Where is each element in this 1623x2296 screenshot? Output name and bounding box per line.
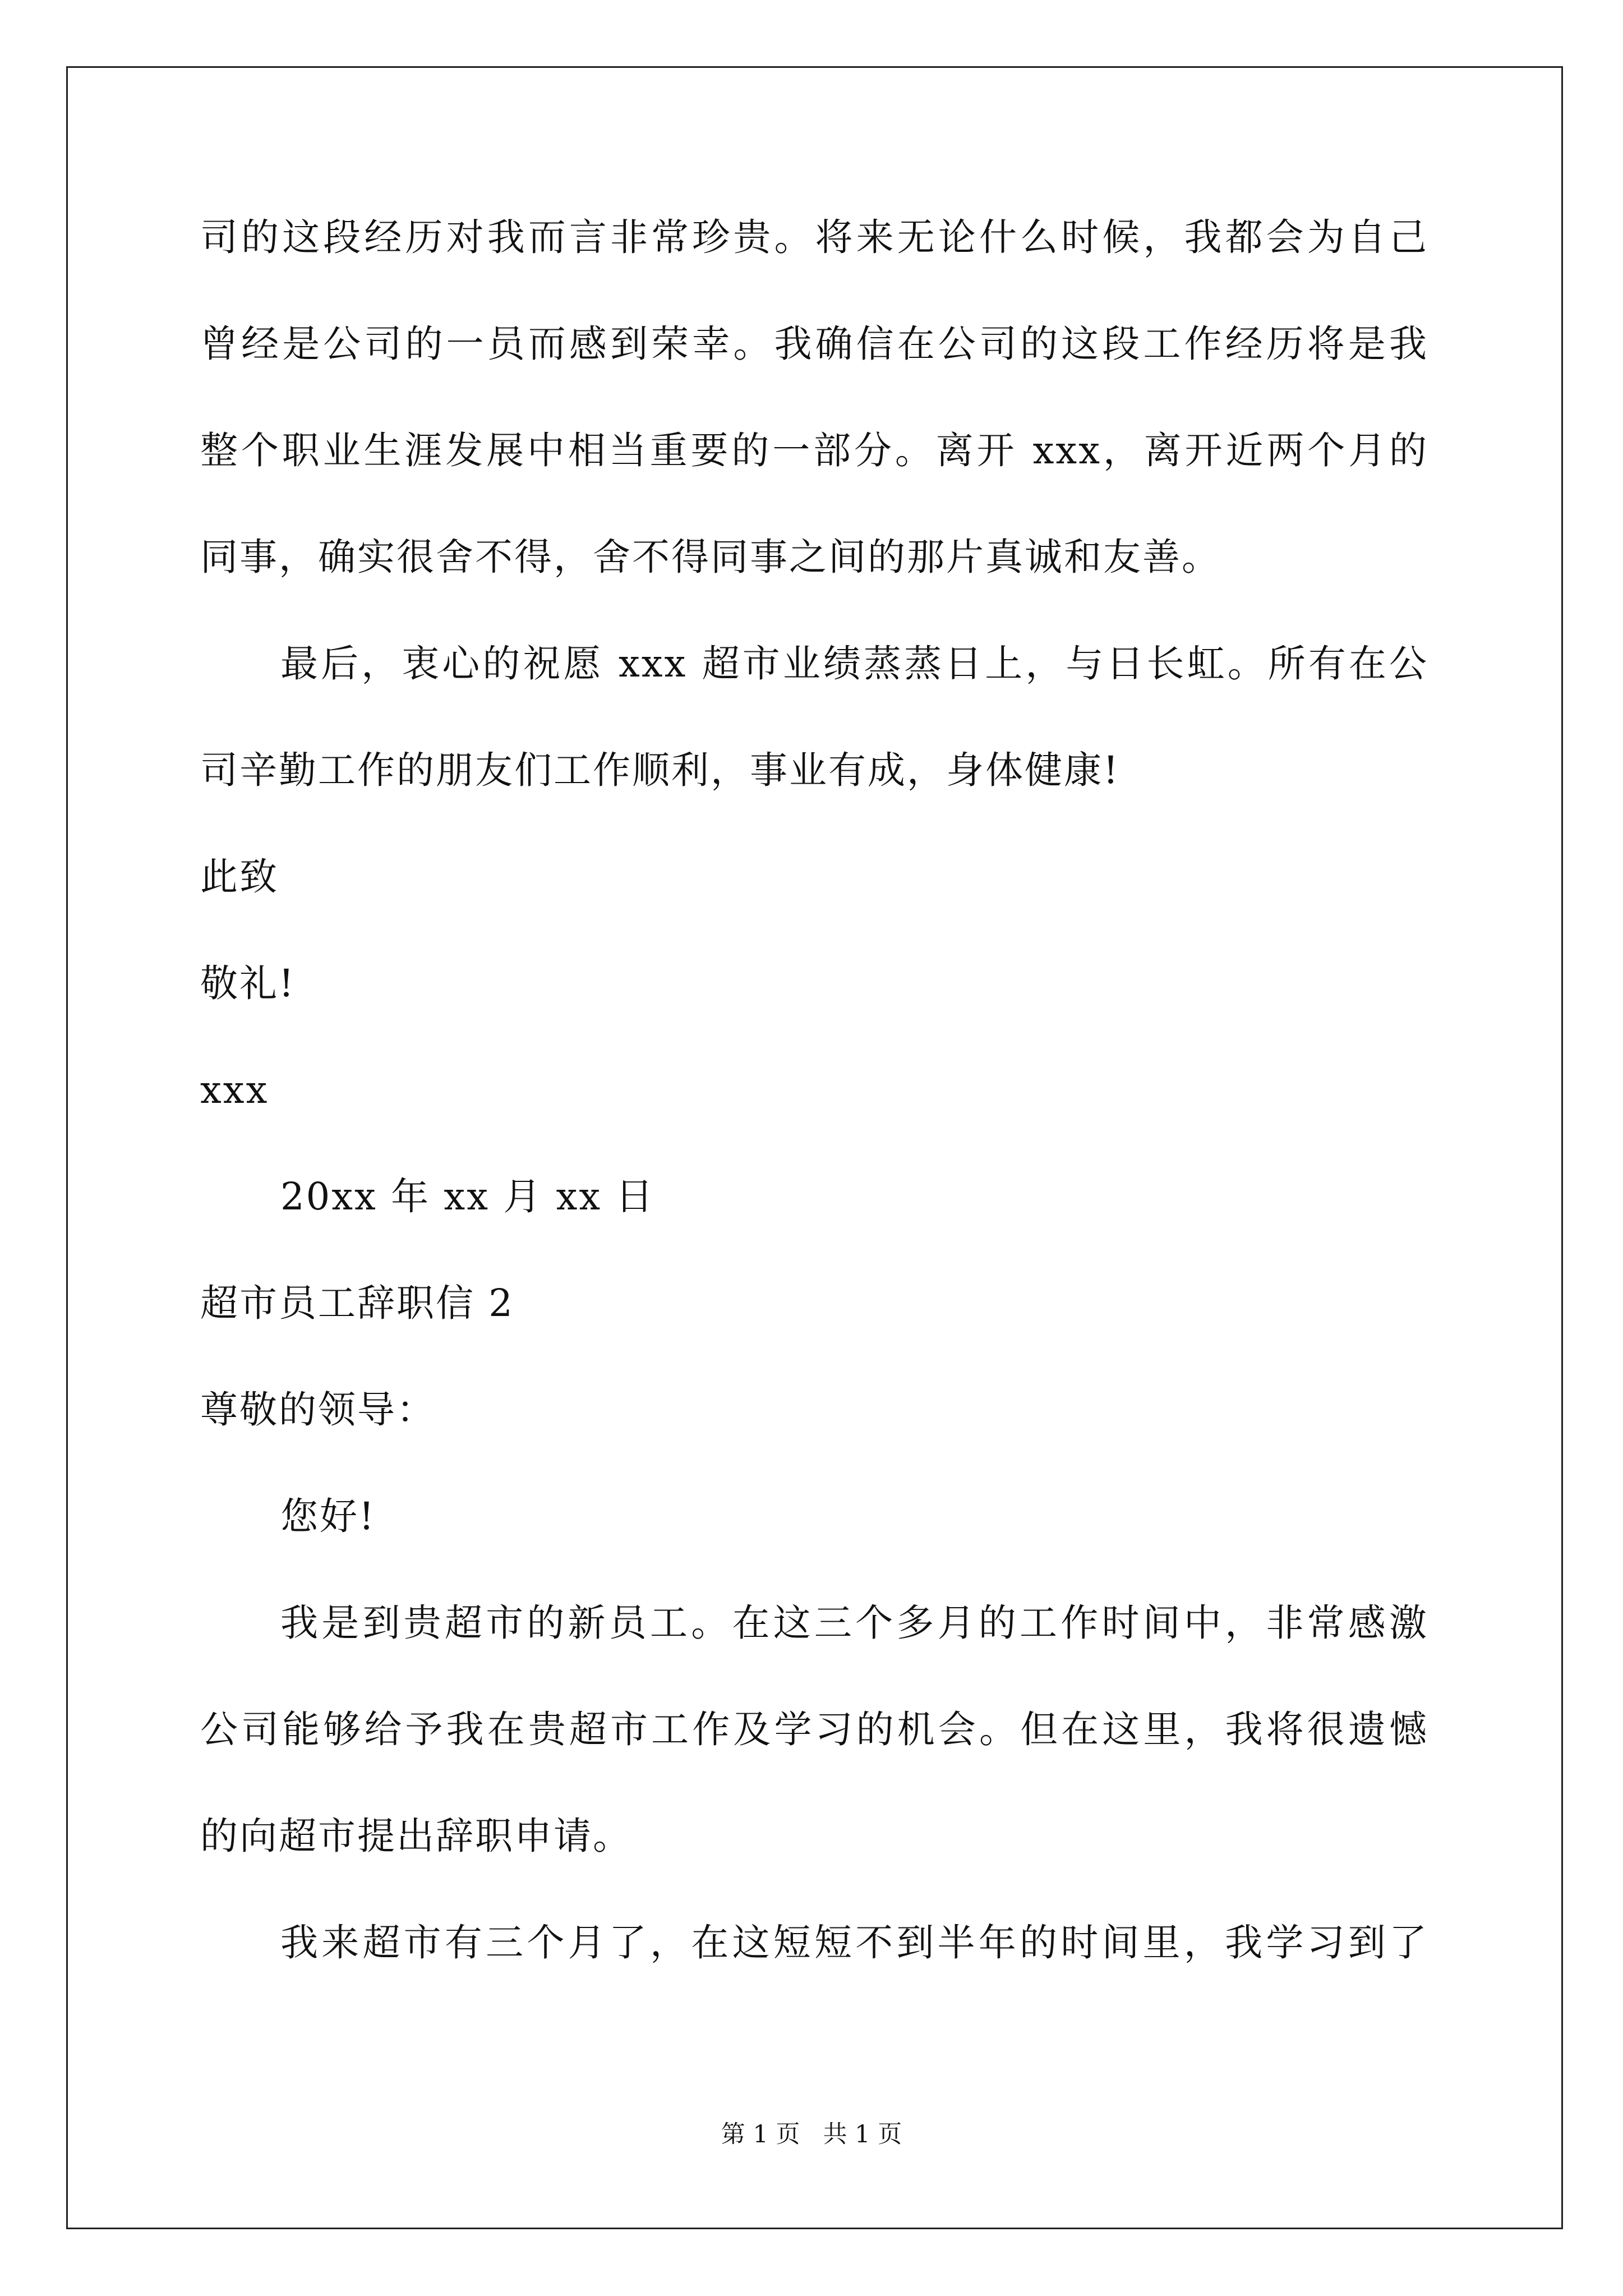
body-line-4: 同事，确实很舍不得，舍不得同事之间的那片真诚和友善。 bbox=[200, 535, 1221, 579]
greeting: 您好! bbox=[280, 1494, 376, 1538]
body-line-6: 司辛勤工作的朋友们工作顺利，事业有成，身体健康! bbox=[200, 748, 1120, 792]
body-line-8: 公司能够给予我在贵超市工作及学习的机会。但在这里，我将很遗憾 bbox=[200, 1708, 1428, 1751]
body-line-2: 曾经是公司的一员而感到荣幸。我确信在公司的这段工作经历将是我 bbox=[200, 322, 1428, 366]
body-line-3: 整个职业生涯发展中相当重要的一部分。离开 xxx，离开近两个月的 bbox=[200, 429, 1428, 472]
page-footer: 第 1 页 共 1 页 bbox=[721, 2120, 902, 2148]
closing-salutation: 此致 bbox=[200, 855, 279, 899]
signature-name: xxx bbox=[200, 1068, 269, 1112]
body-line-7: 我是到贵超市的新员工。在这三个多月的工作时间中，非常感激 bbox=[280, 1601, 1428, 1645]
body-line-5: 最后，衷心的祝愿 xxx 超市业绩蒸蒸日上，与日长虹。所有在公 bbox=[280, 642, 1428, 685]
page-frame bbox=[66, 66, 1563, 2229]
signature-date: 20xx 年 xx 月 xx 日 bbox=[280, 1175, 655, 1218]
body-line-10: 我来超市有三个月了，在这短短不到半年的时间里，我学习到了 bbox=[280, 1921, 1428, 1964]
letter-salutation: 尊敬的领导： bbox=[200, 1388, 436, 1432]
letter-heading: 超市员工辞职信 2 bbox=[200, 1281, 514, 1325]
closing-regards: 敬礼! bbox=[200, 961, 296, 1005]
body-line-9: 的向超市提出辞职申请。 bbox=[200, 1814, 632, 1858]
body-line-1: 司的这段经历对我而言非常珍贵。将来无论什么时候，我都会为自己 bbox=[200, 215, 1428, 259]
